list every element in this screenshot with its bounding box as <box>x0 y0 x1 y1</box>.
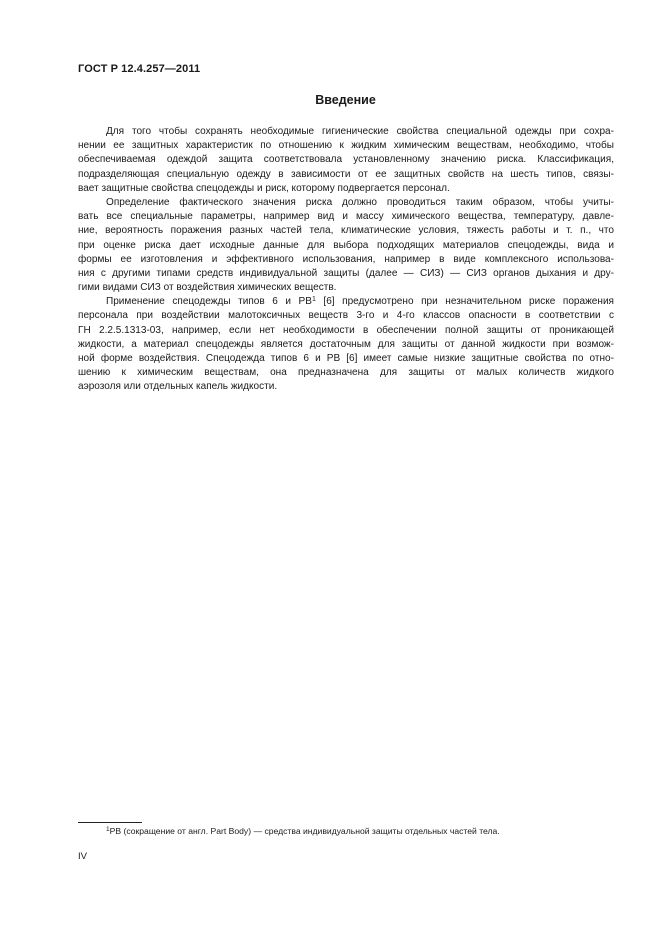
footnote-marker: 1 <box>106 826 110 833</box>
paragraph-3-line: ГН 2.2.5.1313-03, например, если нет необходимости в обеспечении полной защиты от проникающей <box>78 324 614 336</box>
paragraph-2-line: ние, вероятность поражения разных частей тела, климатические условия, тяжесть работы и т. п., что <box>78 225 614 237</box>
paragraph-2-line: формы ее изготовления и эффективного использования, например в виде комплексного использова- <box>78 253 614 265</box>
paragraph-3-text: Применение спецодежды типов 6 и РВ <box>106 296 312 308</box>
paragraph-3-line: ной форме воздействия. Спецодежда типов 6 и РВ [6] имеет самые низкие защитные свойства по отно- <box>78 353 614 364</box>
paragraph-2-line: Определение фактического значения риска должно проводиться таким образом, чтобы учиты- <box>106 196 614 208</box>
paragraph-2-line: вать все специальные параметры, например вид и массу химического вещества, температуру, давле- <box>78 211 614 223</box>
body-text <box>78 125 614 395</box>
paragraph-1-line: нении ее защитных характеристик по отношению к жидким химическим веществам, необходимо, чтобы <box>78 140 614 152</box>
footnote-text: РВ (сокращение от англ. Part Body) — средства индивидуальной защиты отдельных частей тела. <box>109 826 500 836</box>
footnote <box>106 826 500 836</box>
footnote-separator <box>78 822 142 823</box>
paragraph-1-line: вает защитные свойства спецодежды и риск, которому подвергается персонал. <box>78 182 450 194</box>
paragraph-1-line: обеспечиваемая одеждой защита соответствовала установленному значению риска. Классификация, <box>78 154 614 166</box>
paragraph-3-line: аэрозоля или отдельных капель жидкости. <box>78 381 278 393</box>
document-code-header: ГОСТ Р 12.4.257—2011 <box>78 63 201 75</box>
section-title: Введение <box>315 93 376 107</box>
paragraph-3-line: персонала при воздействии малотоксичных веществ 3-го и 4-го классов опасности в соответствии с <box>78 310 614 322</box>
paragraph-3-line: шению к химическим веществам, она предназначена для защиты от малых количеств жидкого <box>78 367 614 379</box>
paragraph-2-line: гими видами СИЗ от воздействия химических веществ. <box>78 282 337 294</box>
paragraph-2-line: ния с другими типами средств индивидуальной защиты (далее — СИЗ) — СИЗ органов дыхания и дру- <box>78 267 614 279</box>
paragraph-2-line: при оценке риска дает исходные данные для выбора подходящих материалов спецодежды, вида и <box>78 239 614 251</box>
paragraph-3-first-line <box>78 295 614 309</box>
footnote-reference: 1 <box>311 296 316 304</box>
paragraph-3-line: жидкости, а материал спецодежды является достаточным для защиты от данной жидкости при возмож- <box>78 338 614 350</box>
page-number: IV <box>78 851 87 862</box>
paragraph-1-line: Для того чтобы сохранять необходимые гигиенические свойства специальной одежды при сохра- <box>106 126 614 137</box>
paragraph-3-text: [6] предусмотрено при незначительном риске поражения <box>315 296 614 308</box>
paragraph-1-line: подразделяющая специальную одежду в зависимости от ее защитных свойств на шесть типов, связы- <box>78 168 614 180</box>
